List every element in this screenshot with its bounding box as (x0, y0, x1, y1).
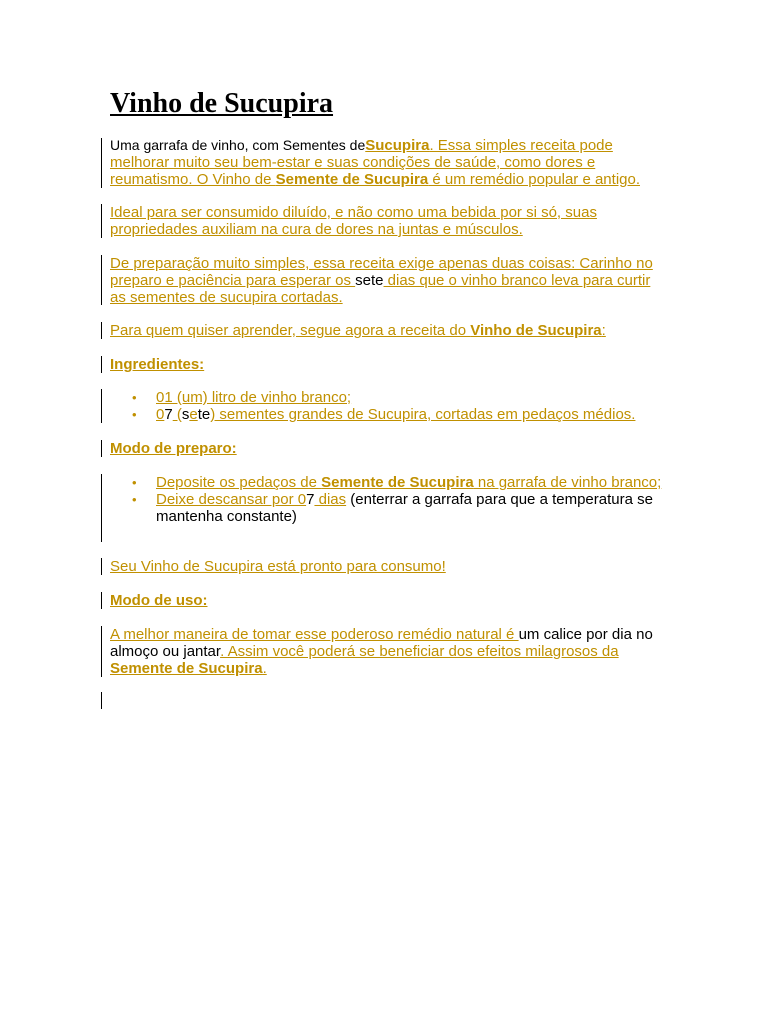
ingredient-1-link[interactable]: 01 (um) litro de vinho branco; (156, 389, 352, 406)
ingredient-2-part: 7 (164, 406, 173, 423)
list-item (110, 389, 670, 406)
usage-heading (110, 592, 670, 609)
change-bar (101, 356, 102, 373)
semente-link[interactable]: Semente de Sucupira (275, 171, 429, 188)
usage-link-middle[interactable]: . Assim você poderá se beneficiar dos efeitos milagrosos da (220, 643, 619, 660)
ingredient-2-part[interactable]: ( (172, 406, 182, 423)
list-item (110, 491, 670, 525)
change-bar (101, 626, 102, 677)
bullet-icon: • (132, 492, 137, 507)
change-bar (101, 322, 102, 339)
preparation-intro-paragraph (110, 255, 670, 306)
usage-instructions (110, 626, 670, 677)
bullet-icon: • (132, 475, 137, 490)
intro-link-end[interactable]: é um remédio popular e antigo. (428, 171, 640, 188)
usage-dose-text: um calice por dia no almoço ou jantar (110, 626, 653, 660)
recipe-intro-paragraph (110, 322, 670, 339)
bullet-icon: • (132, 407, 137, 422)
intro-text: Uma garrafa de vinho, com Sementes de (110, 137, 366, 153)
ingredient-2-part: te (197, 406, 211, 423)
recipe-intro-link[interactable]: Para quem quiser aprender, segue agora a receita do (110, 322, 471, 339)
prep-heading (110, 440, 670, 457)
prep-step-1-link[interactable]: Deposite os pedaços de (156, 474, 322, 491)
sete-text: sete (355, 272, 384, 289)
prep-step-2-days[interactable]: dias (314, 491, 347, 508)
change-bar (101, 592, 102, 609)
change-bar (101, 204, 102, 238)
prep-step-1-semente-link[interactable]: Semente de Sucupira (321, 474, 474, 491)
prep-intro-link-end[interactable]: dias que o vinho branco leva para curtir as sementes de sucupira cortadas. (110, 272, 651, 306)
recipe-intro-colon[interactable]: : (601, 322, 606, 339)
usage-paragraph (110, 204, 670, 238)
usage-link-start[interactable]: A melhor maneira de tomar esse poderoso remédio natural é (110, 626, 519, 643)
ready-link[interactable]: Seu Vinho de Sucupira está pronto para consumo! (110, 558, 446, 575)
usage-heading-link[interactable]: Modo de uso: (110, 592, 208, 609)
ready-paragraph (110, 558, 670, 575)
intro-link-text[interactable]: . Essa simples receita pode melhorar muito seu bem-estar e suas condições de saúde, como dores e reumatismo. O Vinho de (110, 137, 613, 188)
document-title: Vinho de Sucupira (110, 88, 334, 119)
ingredient-2-part: s (181, 406, 190, 423)
change-bar (101, 255, 102, 305)
ingredient-2-part[interactable]: ) sementes grandes de Sucupira, cortadas em pedaços médios. (210, 406, 636, 423)
prep-step-2-link[interactable]: Deixe descansar por 0 (156, 491, 307, 508)
list-item (110, 406, 670, 423)
ingredient-2-part[interactable]: 0 (156, 406, 165, 423)
usage-link[interactable]: Ideal para ser consumido diluído, e não como uma bebida por si só, suas propriedades auxiliam na cura de dores na juntas e músculos. (110, 204, 597, 238)
prep-step-1-end[interactable]: na garrafa de vinho branco; (473, 474, 662, 491)
prep-step-2-note: (enterrar a garrafa para que a temperatura se mantenha constante) (156, 491, 653, 525)
sucupira-link[interactable]: Sucupira (365, 137, 430, 154)
text-cursor (101, 692, 102, 709)
change-bar (101, 389, 102, 423)
prep-heading-link[interactable]: Modo de preparo: (110, 440, 237, 457)
ingredients-list-container (110, 389, 670, 423)
prep-step-2-number: 7 (306, 491, 315, 508)
ingredients-heading (110, 356, 670, 373)
change-bar (101, 474, 102, 542)
intro-paragraph (110, 137, 670, 188)
prep-intro-link[interactable]: De preparação muito simples, essa receita exige apenas duas coisas: Carinho no preparo e paciência para esperar os (110, 255, 653, 289)
list-item (110, 474, 670, 491)
usage-semente-link[interactable]: Semente de Sucupira (110, 660, 263, 677)
ingredients-list (110, 389, 670, 423)
bullet-icon: • (132, 390, 137, 405)
change-bar (101, 138, 102, 188)
change-bar (101, 440, 102, 457)
usage-link-end[interactable]: . (262, 660, 267, 677)
vinho-link[interactable]: Vinho de Sucupira (470, 322, 602, 339)
ingredients-heading-link[interactable]: Ingredientes: (110, 356, 205, 373)
prep-list (110, 474, 670, 525)
ingredient-2-part[interactable]: e (189, 406, 198, 423)
prep-list-container (110, 474, 670, 525)
change-bar (101, 558, 102, 575)
